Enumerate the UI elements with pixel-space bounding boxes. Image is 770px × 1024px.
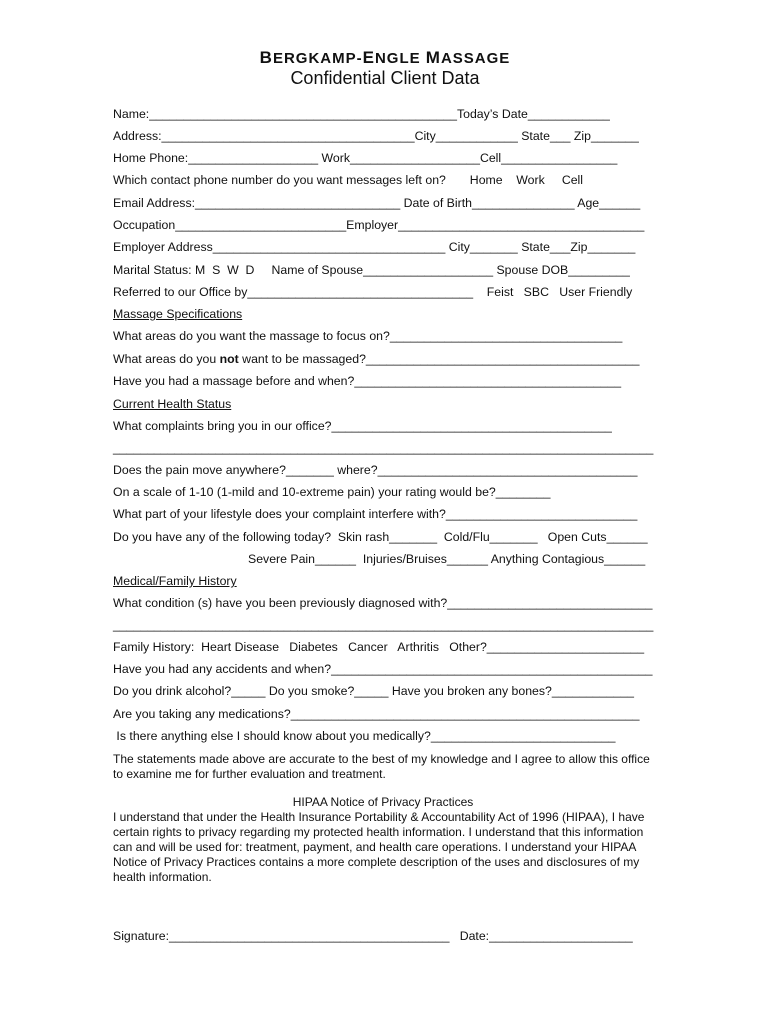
hipaa-text: I understand that under the Health Insurance Portability & Accountability Act of 1996 (HIPAA), I have certain rights to privacy regarding my protected health information. I understand that this information can and will be used for: treatment, payment, and health care operations. I understand your HIPAA Notice of Privacy Practices contains a more complete description of the uses and disclosures of my health information. bbox=[113, 810, 645, 884]
pain-scale-field[interactable]: On a scale of 1-10 (1-mild and 10-extreme pain) your rating would be?________ bbox=[113, 485, 551, 499]
habits-field[interactable]: Do you drink alcohol?_____ Do you smoke?_____ Have you broken any bones?____________ bbox=[113, 684, 634, 698]
title-letter: M bbox=[425, 48, 441, 67]
phone-field[interactable]: Home Phone:___________________ Work___________________Cell_________________ bbox=[113, 151, 618, 165]
accidents-field[interactable]: Have you had any accidents and when?_______________________________________________ bbox=[113, 662, 653, 676]
medications-field[interactable]: Are you taking any medications?___________________________________________________ bbox=[113, 707, 640, 721]
massage-before-field[interactable]: Have you had a massage before and when?_______________________________________ bbox=[113, 374, 622, 388]
title-part: ASSAGE bbox=[440, 50, 511, 67]
lifestyle-field[interactable]: What part of your lifestyle does your complaint interfere with?____________________________ bbox=[113, 507, 638, 521]
conditions-field[interactable]: Do you have any of the following today? Skin rash_______ Cold/Flu_______ Open Cuts______ bbox=[113, 530, 648, 544]
name-field[interactable]: Name:_____________________________________________Today’s Date____________ bbox=[113, 107, 610, 121]
section-heading: Medical/Family History bbox=[113, 574, 237, 588]
hipaa-heading: HIPAA Notice of Privacy Practices bbox=[292, 795, 474, 809]
referred-field[interactable]: Referred to our Office by_________________________________ Feist SBC User Friendly bbox=[113, 285, 633, 299]
section-heading: Current Health Status bbox=[113, 397, 232, 411]
occupation-field[interactable]: Occupation_________________________Employer____________________________________ bbox=[113, 218, 645, 232]
title-letter: E bbox=[362, 48, 375, 67]
question-text: What areas do you bbox=[113, 352, 220, 366]
family-history-field[interactable]: Family History: Heart Disease Diabetes Cancer Arthritis Other?_______________________ bbox=[113, 640, 645, 654]
marital-field[interactable]: Marital Status: M S W D Name of Spouse___________________ Spouse DOB_________ bbox=[113, 263, 630, 277]
statement-text: The statements made above are accurate to the best of my knowledge and I agree to allow this office to examine me for further evaluation and treatment. bbox=[113, 752, 650, 781]
title-part: - bbox=[356, 50, 363, 67]
signature-field[interactable]: Signature:_________________________________________ Date:_____________________ bbox=[113, 929, 633, 943]
business-name bbox=[0, 48, 770, 68]
massage-avoid-field[interactable] bbox=[113, 352, 639, 367]
anything-else-field[interactable]: Is there anything else I should know about you medically?___________________________ bbox=[113, 729, 616, 743]
contact-phone-field[interactable]: Which contact phone number do you want messages left on? Home Work Cell bbox=[113, 173, 584, 187]
conditions-field-2[interactable]: Severe Pain______ Injuries/Bruises______ Anything Contagious______ bbox=[248, 552, 646, 566]
massage-focus-field[interactable]: What areas do you want the massage to focus on?__________________________________ bbox=[113, 329, 623, 343]
complaints-field[interactable]: What complaints bring you in our office?_________________________________________ bbox=[113, 419, 612, 433]
section-heading: Massage Specifications bbox=[113, 307, 243, 321]
question-emphasis: not bbox=[219, 352, 239, 366]
email-field[interactable]: Email Address:______________________________ Date of Birth_______________ Age______ bbox=[113, 196, 641, 210]
title-part: ERGKAMP bbox=[272, 50, 357, 67]
diagnosed-continued[interactable]: _______________________________________________________________________________ bbox=[113, 618, 654, 632]
pain-move-field[interactable]: Does the pain move anywhere?_______ where?______________________________________ bbox=[113, 463, 638, 477]
address-field[interactable]: Address:_____________________________________City____________ State___ Zip_______ bbox=[113, 129, 639, 143]
diagnosed-field[interactable]: What condition (s) have you been previously diagnosed with?______________________________ bbox=[113, 596, 653, 610]
title-part: NGLE bbox=[374, 50, 421, 67]
page-title: Confidential Client Data bbox=[290, 68, 480, 88]
question-text: want to be massaged?________________________________________ bbox=[238, 352, 640, 366]
complaints-continued[interactable]: _______________________________________________________________________________ bbox=[113, 441, 654, 455]
employer-address-field[interactable]: Employer Address__________________________________ City_______ State___Zip_______ bbox=[113, 240, 636, 254]
title-letter: B bbox=[259, 48, 273, 67]
